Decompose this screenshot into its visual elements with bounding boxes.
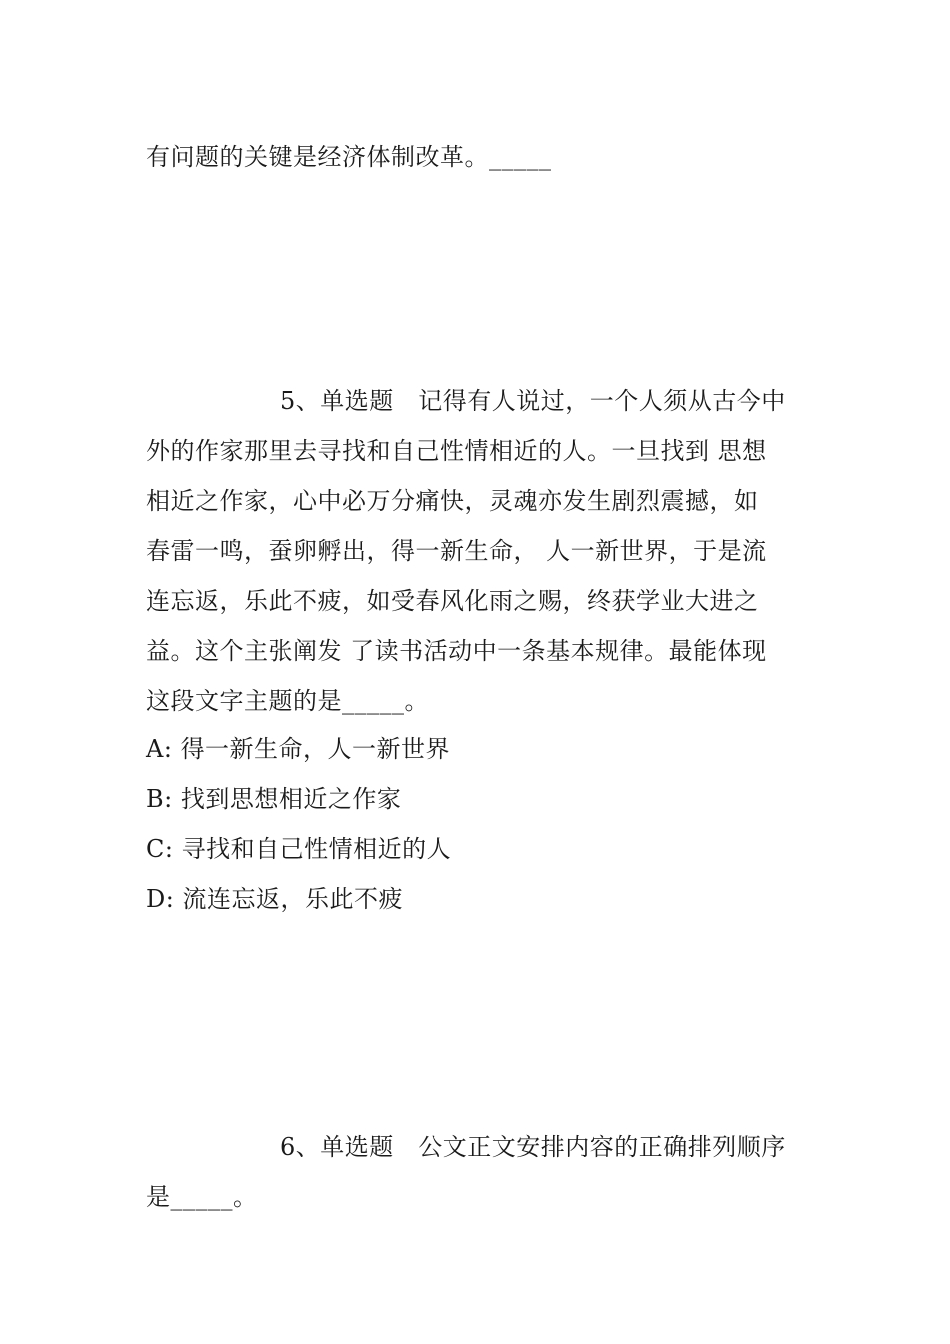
q5-header <box>280 386 786 416</box>
q5-line2: 外的作家那里去寻找和自己性情相近的人。一旦找到 思想 <box>146 437 767 465</box>
q5-line6: 益。这个主张阐发 了读书活动中一条基本规律。最能体现 <box>146 637 767 665</box>
option-text: 寻找和自己性情相近的人 <box>181 835 452 863</box>
q6-type: 单选题 <box>320 1133 394 1161</box>
q5-line1: 记得有人说过，一个人须从古今中 <box>418 387 786 415</box>
q5-type: 单选题 <box>320 387 394 415</box>
option-text: 流连忘返，乐此不疲 <box>182 885 403 913</box>
q5-line7: 这段文字主题的是_____。 <box>146 687 429 715</box>
q6-line2: 是_____。 <box>146 1183 258 1211</box>
q5-line3: 相近之作家，心中必万分痛快，灵魂亦发生剧烈震撼，如 <box>146 487 759 515</box>
option-label: A: <box>146 735 173 763</box>
q5-line5: 连忘返，乐此不疲，如受春风化雨之赐，终获学业大进之 <box>146 587 759 615</box>
option-label: C: <box>146 835 174 863</box>
q5-option-c <box>146 834 451 864</box>
q6-line1: 公文正文安排内容的正确排列顺序 <box>418 1133 786 1161</box>
prev-question-tail: 有问题的关键是经济体制改革。_____ <box>146 143 552 171</box>
option-text: 找到思想相近之作家 <box>180 785 402 813</box>
option-label: B: <box>146 785 173 813</box>
option-text: 得一新生命，人一新世界 <box>180 735 451 763</box>
q5-option-b <box>146 784 401 814</box>
q5-number: 5、 <box>280 387 321 415</box>
q5-option-d <box>146 884 403 914</box>
q5-line4: 春雷一鸣，蚕卵孵出，得一新生命， 人一新世界，于是流 <box>146 537 767 565</box>
q5-option-a <box>146 734 450 764</box>
q6-number: 6、 <box>280 1133 321 1161</box>
option-label: D: <box>146 885 175 913</box>
q6-header <box>280 1132 786 1162</box>
